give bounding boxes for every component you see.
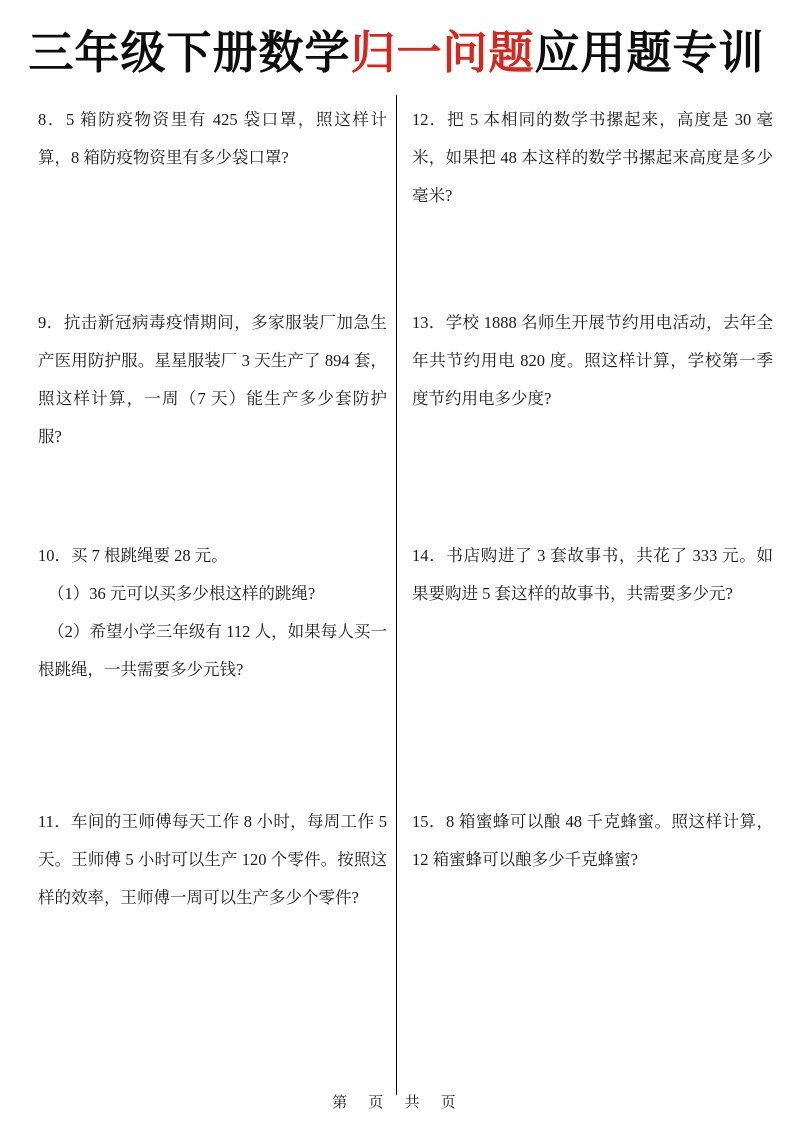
title-highlight-red: 归一问题 [350,28,535,78]
page-number-label: 第 页 共 页 [332,1094,461,1111]
problem-9-text: 9．抗击新冠病毒疫情期间，多家服装厂加急生产医用防护服。星星服装厂 3 天生产了 894 套，照这样计算，一周（7 天）能生产多少套防护服? [38,313,387,446]
problem-10-sub1: （1）36 元可以买多少根这样的跳绳? [48,584,316,603]
column-divider [396,95,397,1095]
problem-14-text: 14．书店购进了 3 套故事书，共花了 333 元。如果要购进 5 套这样的故事书，共需要多少元? [412,546,773,603]
problem-13 [412,304,773,418]
problem-13-text: 13．学校 1888 名师生开展节约用电活动，去年全年共节约用电 820 度。照这样计算，学校第一季度节约用电多少度? [412,313,773,408]
problem-15-text: 15．8 箱蜜蜂可以酿 48 千克蜂蜜。照这样计算，12 箱蜜蜂可以酿多少千克蜂蜜? [412,812,773,869]
problem-8 [38,101,387,177]
problem-11 [38,803,387,917]
page-title [0,16,793,81]
problem-12 [412,101,773,215]
problem-10-sub2: （2）希望小学三年级有 112 人，如果每人买一根跳绳，一共需要多少元钱? [38,622,387,679]
problem-12-text: 12．把 5 本相同的数学书摞起来，高度是 30 毫米，如果把 48 本这样的数学书摞起来高度是多少毫米? [412,110,773,205]
problem-9 [38,304,387,456]
problem-10 [38,537,387,689]
problem-8-text: 8．5 箱防疫物资里有 425 袋口罩，照这样计算，8 箱防疫物资里有多少袋口罩? [38,110,387,167]
problem-10-intro: 10．买 7 根跳绳要 28 元。 [38,546,228,565]
title-text-right: 应用题专训 [534,28,765,78]
problem-15 [412,803,773,879]
problem-14 [412,537,773,613]
problem-11-text: 11．车间的王师傅每天工作 8 小时，每周工作 5 天。王师傅 5 小时可以生产 120 个零件。按照这样的效率，王师傅一周可以生产多少个零件? [38,812,387,907]
page-footer [0,1091,793,1112]
title-text-left: 三年级下册数学 [28,28,351,78]
